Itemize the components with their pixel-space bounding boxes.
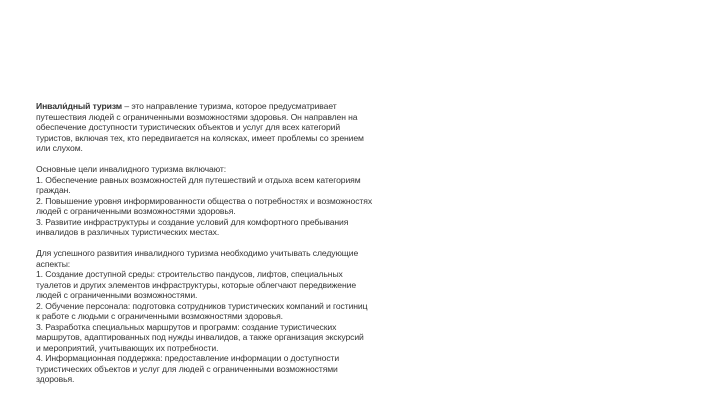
- intro-line: путешествия людей с ограниченными возможностями здоровья. Он направлен на: [36, 111, 358, 122]
- intro-line-text: – это направление туризма, которое предусматривает: [122, 101, 337, 111]
- aspects-line: 1. Создание доступной среды: строительство пандусов, лифтов, специальных: [36, 269, 343, 279]
- goals-heading: Основные цели инвалидного туризма включают:: [36, 164, 227, 174]
- aspects-paragraph: [36, 248, 376, 385]
- document-body: [36, 101, 376, 395]
- intro-line: обеспечение доступности туристических объектов и услуг для всех категорий: [36, 122, 341, 132]
- goals-line: 2. Повышение уровня информированности общества о потребностях и возможностях: [36, 195, 373, 206]
- intro-line: или слухом.: [36, 143, 83, 153]
- aspects-line: туалетов и других элементов инфраструктуры, которые облегчают передвижение: [36, 279, 357, 290]
- goals-line: граждан.: [36, 185, 71, 195]
- aspects-line: маршрутов, адаптированных под нужды инвалидов, а также организация экскурсий: [36, 332, 364, 342]
- aspects-line: 2. Обучение персонала: подготовка сотрудников туристических компаний и гостиниц: [36, 300, 368, 311]
- aspects-line: и мероприятий, учитывающих их потребности.: [36, 342, 219, 353]
- intro-line: [36, 101, 376, 112]
- goals-line: инвалидов в различных туристических местах.: [36, 227, 220, 237]
- aspects-heading: Для успешного развития инвалидного туризма необходимо учитывать следующие: [36, 248, 359, 258]
- goals-line: 1. Обеспечение равных возможностей для путешествий и отдыха всем категориям: [36, 174, 361, 185]
- aspects-line: здоровья.: [36, 374, 75, 384]
- aspects-line: к работе с людьми с ограниченными возможностями здоровья.: [36, 311, 283, 321]
- goals-line: людей с ограниченными возможностями здоровья.: [36, 206, 236, 216]
- goals-paragraph: [36, 164, 376, 238]
- aspects-line: 4. Информационная поддержка: предоставление информации о доступности: [36, 353, 340, 363]
- goals-line: 3. Развитие инфраструктуры и создание условий для комфортного пребывания: [36, 216, 349, 227]
- aspects-line: 3. Разработка специальных маршрутов и программ: создание туристических: [36, 321, 337, 332]
- term-highlight: Инвали́дный туризм: [36, 101, 123, 111]
- aspects-line: людей с ограниченными возможностями.: [36, 290, 198, 300]
- aspects-line: аспекты:: [36, 258, 71, 269]
- aspects-line: туристических объектов и услуг для людей с ограниченными возможностями: [36, 363, 338, 374]
- intro-paragraph: [36, 101, 376, 154]
- intro-line: туристов, включая тех, кто передвигается на колясках, имеет проблемы со зрением: [36, 132, 364, 143]
